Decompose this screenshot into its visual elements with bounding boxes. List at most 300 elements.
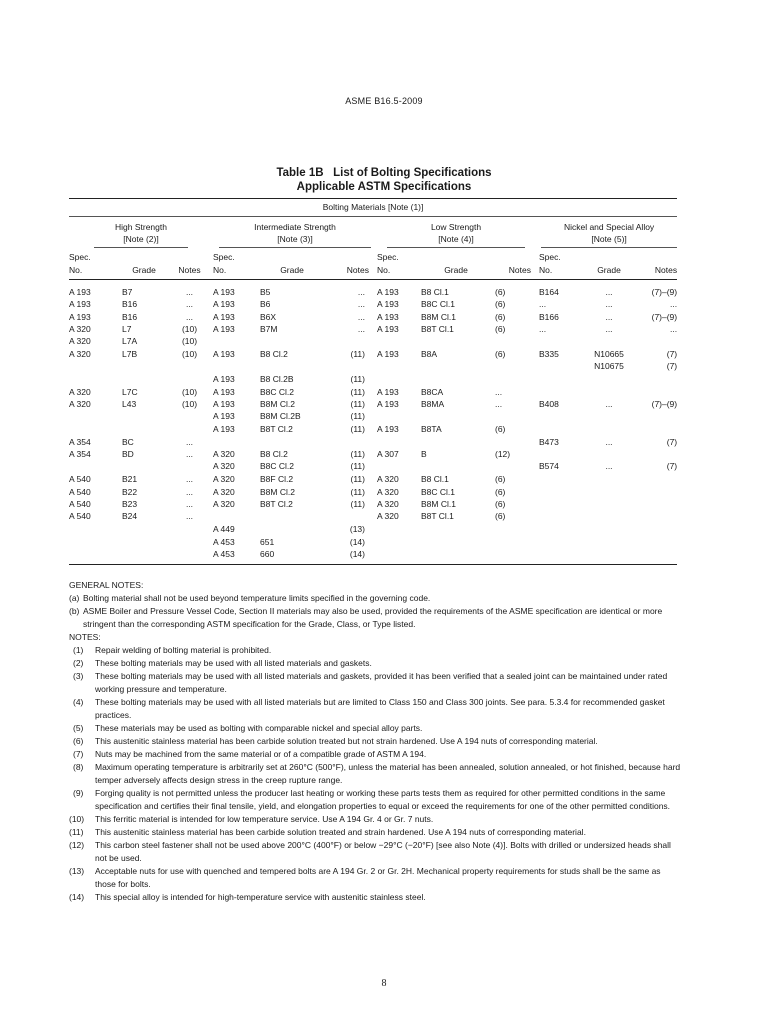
cell-notes: (10) xyxy=(181,323,198,334)
cell-spec: A 320 xyxy=(69,349,91,360)
cell-grade xyxy=(122,423,166,435)
note-label: (14) xyxy=(69,892,85,902)
cell-spec: ... xyxy=(539,299,547,310)
note-item xyxy=(69,696,681,722)
note-item xyxy=(69,748,681,761)
cell-notes xyxy=(491,360,535,372)
cell-spec xyxy=(377,523,421,535)
cell-notes xyxy=(491,460,535,472)
cell-notes: (7) xyxy=(666,361,678,372)
note-label: (13) xyxy=(69,866,85,876)
table-row xyxy=(69,510,677,522)
cell-notes xyxy=(635,423,677,435)
cell-spec xyxy=(535,423,583,435)
cell-spec: A 193 xyxy=(213,374,235,385)
cell-spec: A 320 xyxy=(69,386,91,397)
cell-spec xyxy=(377,436,421,448)
note-item xyxy=(69,813,681,826)
cell-spec xyxy=(377,536,421,548)
cell-notes: (6) xyxy=(495,287,506,297)
cell-spec: A 193 xyxy=(377,311,399,322)
cell-notes: (6) xyxy=(495,323,506,334)
cell-grade xyxy=(583,335,635,347)
cell-spec: A 193 xyxy=(69,299,91,310)
note-item xyxy=(69,865,681,891)
cell-notes: (7) xyxy=(666,349,678,360)
cell-notes: (7) xyxy=(666,436,678,447)
group-name: High Strength xyxy=(115,222,167,232)
cell-grade: ... xyxy=(605,436,613,447)
group-header-nickel-special-alloy xyxy=(535,217,677,249)
cell-notes: (11) xyxy=(350,349,365,360)
cell-spec: A 320 xyxy=(377,474,399,485)
table-row xyxy=(69,335,677,347)
cell-grade: B8M Cl.1 xyxy=(421,311,456,322)
table-body xyxy=(69,280,677,565)
cell-spec xyxy=(69,410,122,422)
table-row xyxy=(69,448,677,460)
cell-notes xyxy=(324,335,377,347)
note-label: (3) xyxy=(73,671,84,681)
cell-spec xyxy=(535,448,583,460)
notes-heading: NOTES: xyxy=(69,632,101,642)
cell-notes xyxy=(635,510,677,522)
column-header-spec: Spec. No. xyxy=(377,251,421,280)
cell-notes xyxy=(635,498,677,510)
cell-grade: B8 Cl.2 xyxy=(260,448,288,459)
cell-grade: B8 Cl.1 xyxy=(421,474,449,485)
note-item xyxy=(69,657,681,670)
cell-notes xyxy=(491,548,535,560)
note-text: These bolting materials may be used with all listed materials and gaskets. xyxy=(95,658,372,668)
note-label: (4) xyxy=(73,697,84,707)
cell-notes xyxy=(635,373,677,385)
cell-spec: A 320 xyxy=(377,486,399,497)
cell-grade: B5 xyxy=(260,287,271,297)
cell-grade: B8T Cl.1 xyxy=(421,511,454,522)
cell-notes xyxy=(324,436,377,448)
column-header-grade: Grade xyxy=(421,251,491,280)
cell-notes: ... xyxy=(495,399,503,410)
cell-spec: A 193 xyxy=(377,287,399,297)
general-note-label: (b) xyxy=(69,606,80,616)
group-note: [Note (5)] xyxy=(541,233,677,248)
cell-spec: A 320 xyxy=(69,399,91,410)
cell-grade xyxy=(421,360,491,372)
cell-notes xyxy=(166,373,213,385)
column-header-notes: Notes xyxy=(635,251,677,280)
cell-spec xyxy=(377,360,421,372)
cell-notes: ... xyxy=(670,323,678,334)
column-header-notes: Notes xyxy=(324,251,377,280)
cell-notes: (6) xyxy=(495,486,506,497)
cell-grade: L7 xyxy=(122,323,132,334)
group-note: [Note (2)] xyxy=(94,233,188,248)
cell-spec xyxy=(535,373,583,385)
cell-grade: B xyxy=(421,448,427,459)
cell-grade: ... xyxy=(605,323,613,334)
cell-notes: (10) xyxy=(181,336,198,347)
cell-notes xyxy=(635,386,677,398)
cell-grade xyxy=(122,373,166,385)
cell-spec: A 193 xyxy=(213,299,235,310)
table-row xyxy=(69,423,677,435)
note-text: This ferritic material is intended for low temperature service. Use A 194 Gr. 4 or Gr. 7 nuts. xyxy=(95,814,434,824)
group-header-intermediate-strength xyxy=(213,217,377,249)
cell-grade: L43 xyxy=(122,399,137,410)
column-header-spec: Spec. No. xyxy=(535,251,583,280)
cell-spec: A 449 xyxy=(213,524,235,535)
table-title-line-1: Table 1B List of Bolting Specifications xyxy=(276,167,492,179)
cell-grade: B8 Cl.2 xyxy=(260,349,288,360)
cell-grade xyxy=(583,523,635,535)
cell-grade: B22 xyxy=(122,486,138,497)
cell-notes: (6) xyxy=(495,498,506,509)
cell-grade xyxy=(583,386,635,398)
cell-spec: A 540 xyxy=(69,511,91,522)
cell-notes xyxy=(491,373,535,385)
cell-grade: N10675 xyxy=(594,361,624,372)
note-text: Repair welding of bolting material is prohibited. xyxy=(95,645,272,655)
cell-spec xyxy=(213,360,260,372)
cell-notes xyxy=(166,360,213,372)
note-text: This austenitic stainless material has been carbide solution treated and strain hardened. Use A 194 nuts of corresponding material. xyxy=(95,827,586,837)
note-item xyxy=(69,722,681,735)
cell-grade: B8M Cl.2B xyxy=(260,411,301,422)
cell-grade: BD xyxy=(122,448,134,459)
cell-grade xyxy=(583,373,635,385)
cell-notes xyxy=(166,523,213,535)
cell-notes xyxy=(491,523,535,535)
cell-spec: A 354 xyxy=(69,448,91,459)
note-text: This special alloy is intended for high-temperature service with austenitic stainless steel. xyxy=(95,892,426,902)
cell-spec xyxy=(535,410,583,422)
cell-notes: ... xyxy=(185,511,194,522)
note-item xyxy=(69,787,681,813)
cell-spec: B574 xyxy=(539,461,559,472)
note-item xyxy=(69,839,681,865)
cell-notes: (6) xyxy=(495,299,506,310)
cell-notes xyxy=(491,335,535,347)
cell-spec xyxy=(377,460,421,472)
cell-grade: ... xyxy=(605,311,613,322)
cell-notes: ... xyxy=(185,311,194,322)
cell-grade xyxy=(260,335,324,347)
cell-spec xyxy=(535,536,583,548)
group-note: [Note (3)] xyxy=(219,233,371,248)
cell-spec xyxy=(377,410,421,422)
cell-grade xyxy=(421,335,491,347)
table-row xyxy=(69,398,677,410)
general-notes-heading: GENERAL NOTES: xyxy=(69,580,144,590)
cell-spec: B335 xyxy=(539,349,559,360)
group-header-low-strength xyxy=(377,217,535,249)
cell-grade xyxy=(122,460,166,472)
cell-grade xyxy=(122,523,166,535)
cell-spec xyxy=(69,523,122,535)
cell-notes: (6) xyxy=(495,349,506,360)
cell-grade: B8F Cl.2 xyxy=(260,474,294,485)
cell-grade: B7M xyxy=(260,323,278,334)
cell-grade: N10665 xyxy=(594,349,624,360)
cell-notes: ... xyxy=(357,299,365,310)
cell-spec: A 193 xyxy=(377,386,399,397)
column-header-row xyxy=(69,251,677,280)
cell-grade xyxy=(583,448,635,460)
cell-grade xyxy=(421,523,491,535)
cell-notes: (6) xyxy=(495,511,506,522)
table-row xyxy=(69,523,677,535)
cell-spec: A 307 xyxy=(377,448,399,459)
cell-spec xyxy=(377,373,421,385)
cell-notes: ... xyxy=(357,323,365,334)
cell-spec: A 320 xyxy=(213,486,235,497)
cell-grade xyxy=(583,498,635,510)
cell-grade xyxy=(583,410,635,422)
cell-spec xyxy=(535,510,583,522)
cell-grade xyxy=(421,436,491,448)
cell-spec: A 320 xyxy=(213,448,235,459)
cell-spec xyxy=(377,548,421,560)
cell-spec: A 193 xyxy=(213,349,235,360)
table-row xyxy=(69,311,677,323)
note-item xyxy=(69,826,681,839)
cell-notes: ... xyxy=(185,299,194,310)
note-text: Acceptable nuts for use with quenched and tempered bolts are A 194 Gr. 2 or Gr. 2H. Mechanical property requirements for studs shall be the same as those for bolts. xyxy=(95,866,661,889)
cell-grade: L7A xyxy=(122,336,138,347)
cell-notes xyxy=(324,510,377,522)
cell-grade: B24 xyxy=(122,511,138,522)
cell-spec: A 453 xyxy=(213,549,235,560)
general-note-text: Bolting material shall not be used beyond temperature limits specified in the governing code. xyxy=(83,593,431,603)
cell-grade xyxy=(421,410,491,422)
cell-grade: B8TA xyxy=(421,423,442,434)
cell-spec: A 320 xyxy=(69,323,91,334)
cell-notes: (10) xyxy=(181,349,198,360)
column-header-notes: Notes xyxy=(491,251,535,280)
cell-notes xyxy=(635,448,677,460)
table-row xyxy=(69,298,677,310)
column-header-notes: Notes xyxy=(166,251,213,280)
note-text: These bolting materials may be used with all listed materials but are limited to Class 150 and Class 300 joints. See para. 5.3.4 for recommended gasket practices. xyxy=(95,697,665,720)
cell-grade xyxy=(260,436,324,448)
cell-notes xyxy=(491,410,535,422)
cell-notes: ... xyxy=(185,436,194,447)
note-text: Maximum operating temperature is arbitrarily set at 260°C (500°F), unless the material has been annealed, solution annealed, or hot finished, because hard temper adversely affects design stress in the creep rupture range. xyxy=(95,762,681,785)
cell-spec: A 320 xyxy=(377,511,399,522)
cell-spec: A 453 xyxy=(213,537,235,548)
cell-notes: (11) xyxy=(350,411,365,422)
cell-grade: B8 Cl.2B xyxy=(260,374,294,385)
cell-spec: A 193 xyxy=(213,287,235,297)
cell-grade xyxy=(583,548,635,560)
notes-list xyxy=(69,644,681,904)
cell-notes xyxy=(635,536,677,548)
cell-notes xyxy=(635,523,677,535)
cell-spec xyxy=(535,360,583,372)
cell-spec xyxy=(69,548,122,560)
note-text: This austenitic stainless material has been carbide solution treated but not strain hardened. Use A 194 nuts of corresponding material. xyxy=(95,736,598,746)
cell-grade: B8C Cl.1 xyxy=(421,486,456,497)
cell-grade: B8C Cl.1 xyxy=(421,299,456,310)
cell-spec: A 320 xyxy=(213,461,235,472)
note-label: (7) xyxy=(73,749,84,759)
table-row xyxy=(69,410,677,422)
cell-notes: (11) xyxy=(350,386,365,397)
cell-notes: (7)–(9) xyxy=(651,287,678,297)
note-text: These materials may be used as bolting with comparable nickel and special alloy parts. xyxy=(95,723,423,733)
note-text: These bolting materials may be used with all listed materials and gaskets, provided it has been verified that a sealed joint can be maintained under rated working pressure and temperature. xyxy=(95,671,668,694)
cell-notes: (11) xyxy=(350,448,365,459)
cell-spec: ... xyxy=(539,323,547,334)
table-row xyxy=(69,286,677,298)
cell-notes: (11) xyxy=(350,423,365,434)
cell-notes: (6) xyxy=(495,474,506,485)
cell-spec xyxy=(69,423,122,435)
cell-grade: ... xyxy=(605,299,613,310)
cell-spec: B473 xyxy=(539,436,559,447)
group-name: Intermediate Strength xyxy=(254,222,336,232)
cell-notes: (14) xyxy=(349,549,365,560)
group-header-high-strength xyxy=(69,217,213,249)
cell-spec: A 193 xyxy=(69,311,91,322)
cell-grade xyxy=(421,536,491,548)
cell-notes: (10) xyxy=(181,399,198,410)
cell-grade xyxy=(122,410,166,422)
table-row xyxy=(69,323,677,335)
cell-grade xyxy=(421,460,491,472)
table-row xyxy=(69,360,677,372)
bolting-materials-header: Bolting Materials [Note (1)] xyxy=(69,199,677,217)
cell-notes: ... xyxy=(185,474,194,485)
table-row xyxy=(69,373,677,385)
cell-spec: A 540 xyxy=(69,486,91,497)
cell-spec: A 193 xyxy=(213,411,235,422)
cell-notes: (11) xyxy=(350,374,365,385)
cell-grade xyxy=(260,360,324,372)
cell-grade: B8M Cl.2 xyxy=(260,399,295,410)
cell-grade: ... xyxy=(605,399,613,410)
cell-spec: A 193 xyxy=(213,386,235,397)
general-note-text: ASME Boiler and Pressure Vessel Code, Section II materials may also be used, provided the requirements of the ASME specification are identical or more stringent than the corresponding ASTM specification for the Grade, Class, or Type listed. xyxy=(83,606,663,629)
cell-notes: (6) xyxy=(495,423,506,434)
note-label: (1) xyxy=(73,645,84,655)
note-label: (9) xyxy=(73,788,84,798)
cell-spec: A 540 xyxy=(69,498,91,509)
cell-notes xyxy=(635,473,677,485)
cell-grade xyxy=(122,360,166,372)
cell-notes: ... xyxy=(670,299,678,310)
cell-spec xyxy=(535,548,583,560)
page-number: 8 xyxy=(381,978,387,989)
cell-grade: 651 xyxy=(260,537,275,548)
note-item xyxy=(69,761,681,787)
note-label: (5) xyxy=(73,723,84,733)
cell-spec xyxy=(535,486,583,498)
table-row xyxy=(69,548,677,560)
cell-grade: B8M Cl.2 xyxy=(260,486,295,497)
cell-notes xyxy=(166,423,213,435)
cell-notes: (11) xyxy=(350,474,365,485)
cell-grade: ... xyxy=(605,461,613,472)
cell-grade: B8T Cl.1 xyxy=(421,323,454,334)
column-header-grade: Grade xyxy=(583,251,635,280)
cell-grade: 660 xyxy=(260,549,275,560)
cell-grade xyxy=(260,523,324,535)
group-name: Low Strength xyxy=(430,222,482,232)
table-row xyxy=(69,536,677,548)
cell-notes xyxy=(166,460,213,472)
cell-grade: B8C Cl.2 xyxy=(260,461,295,472)
column-header-grade: Grade xyxy=(122,251,166,280)
cell-notes: (11) xyxy=(350,498,365,509)
note-item xyxy=(69,644,681,657)
cell-grade xyxy=(122,548,166,560)
cell-notes: (11) xyxy=(350,486,365,497)
cell-spec: A 320 xyxy=(377,498,399,509)
note-label: (2) xyxy=(73,658,84,668)
cell-notes xyxy=(166,410,213,422)
table-row xyxy=(69,498,677,510)
cell-notes: (13) xyxy=(349,524,365,535)
cell-grade: B21 xyxy=(122,474,138,485)
group-note: [Note (4)] xyxy=(387,233,525,248)
cell-spec: A 193 xyxy=(377,299,399,310)
cell-grade: BC xyxy=(122,436,134,447)
cell-grade: B7 xyxy=(122,287,133,297)
table-row xyxy=(69,473,677,485)
page-header: ASME B16.5-2009 xyxy=(345,96,423,106)
cell-grade xyxy=(583,423,635,435)
cell-notes xyxy=(635,335,677,347)
cell-grade xyxy=(583,510,635,522)
note-label: (11) xyxy=(69,827,84,837)
cell-spec xyxy=(377,335,421,347)
cell-notes: (14) xyxy=(349,537,365,548)
cell-notes: (7) xyxy=(666,461,678,472)
cell-notes: ... xyxy=(185,287,194,297)
cell-notes xyxy=(635,410,677,422)
cell-spec: A 193 xyxy=(213,399,235,410)
cell-notes: (7)–(9) xyxy=(651,399,678,410)
cell-spec xyxy=(213,510,260,522)
table-row xyxy=(69,460,677,472)
cell-notes xyxy=(635,486,677,498)
cell-spec: B408 xyxy=(539,399,559,410)
cell-notes: ... xyxy=(185,486,194,497)
group-name: Nickel and Special Alloy xyxy=(563,222,655,232)
cell-grade xyxy=(260,510,324,522)
cell-notes xyxy=(635,548,677,560)
cell-grade xyxy=(421,373,491,385)
column-header-grade: Grade xyxy=(260,251,324,280)
cell-spec: A 540 xyxy=(69,474,91,485)
cell-grade: B16 xyxy=(122,311,138,322)
cell-notes: ... xyxy=(185,498,194,509)
cell-grade: B8T Cl.2 xyxy=(260,423,293,434)
cell-notes xyxy=(491,536,535,548)
cell-notes xyxy=(491,436,535,448)
cell-notes: (11) xyxy=(350,399,365,410)
cell-grade: B16 xyxy=(122,299,138,310)
table-row xyxy=(69,486,677,498)
column-header-spec: Spec. No. xyxy=(213,251,260,280)
cell-grade: L7B xyxy=(122,349,138,360)
cell-notes: ... xyxy=(357,287,365,297)
note-text: Nuts may be machined from the same material or of a compatible grade of ASTM A 194. xyxy=(95,749,427,759)
note-text: Forging quality is not permitted unless the producer last heating or working these parts tests them as required for other permitted conditions in the same specification and certifies their final tensile, yield, and elongation properties to equal or exceed the requirements for one of the other permitted conditions. xyxy=(95,788,671,811)
table-title-line-2: Applicable ASTM Specifications xyxy=(296,181,472,193)
